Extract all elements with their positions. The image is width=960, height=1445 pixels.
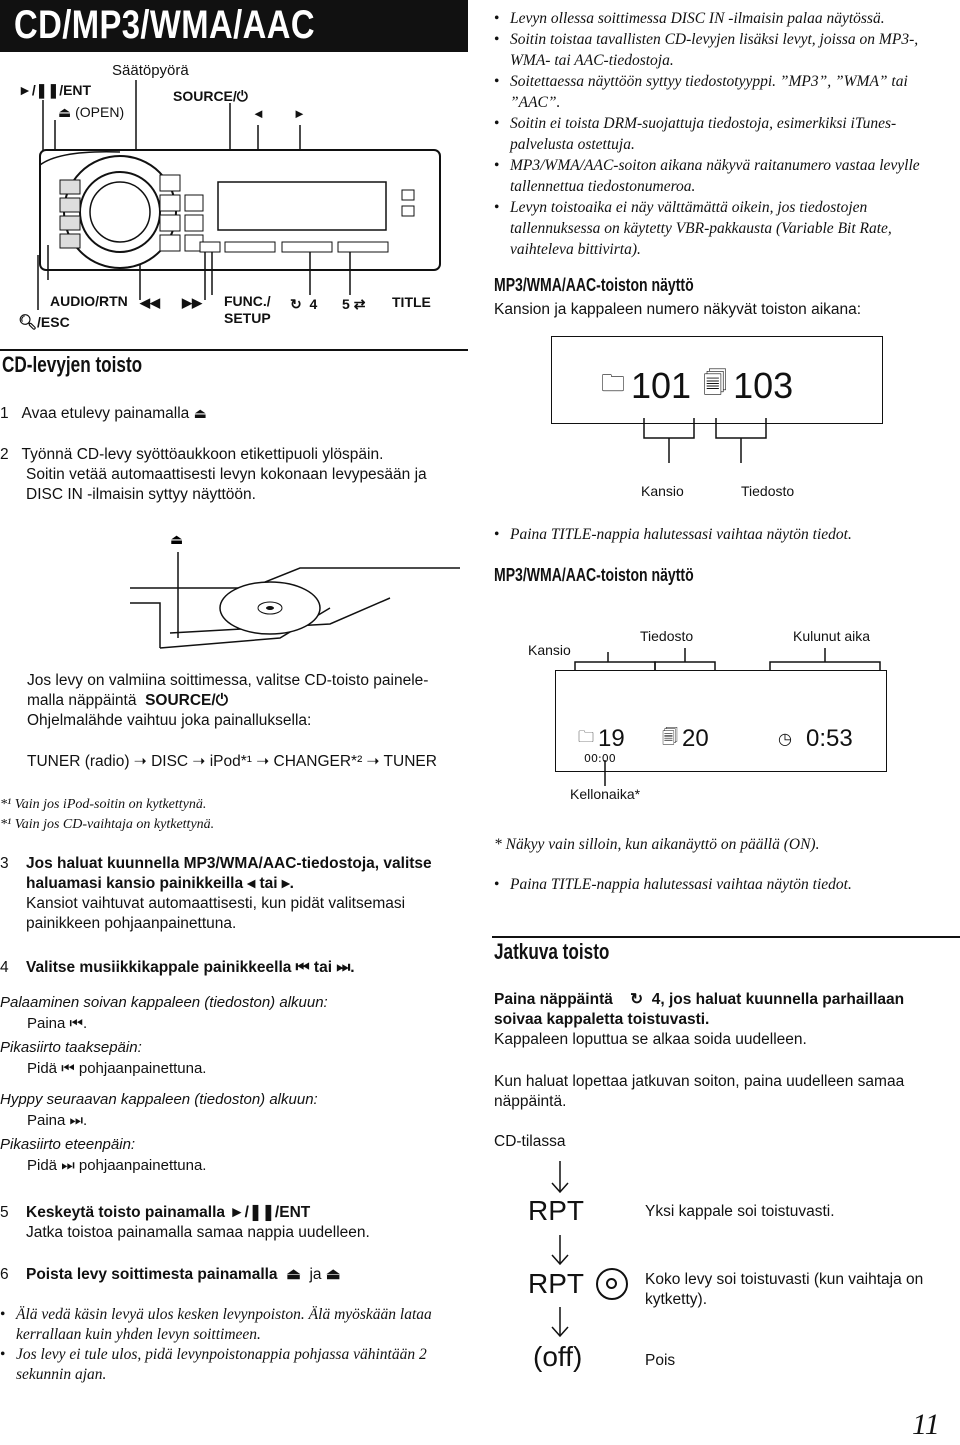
repeat-icon: ↻ [290, 296, 302, 312]
page-title: CD/MP3/WMA/AAC [14, 3, 315, 47]
step-4: 4 Valitse musiikkikappale painikkeella ⏮ tai ⏭. [0, 959, 355, 976]
folder-icon: 🗀︎ [578, 728, 595, 746]
source-paragraph: Jos levy on valmiina soittimessa, valitse CD-toisto painele- malla näppäintä SOURCE/⏻ Ohjelmalähde vaihtuu joka painalluksella: [27, 672, 429, 729]
right-bullets [494, 8, 954, 260]
source-label: SOURCE/⏻ [173, 88, 248, 104]
bullet-item: • MP3/WMA/AAC-soiton aikana näkyvä raitanumero vastaa levylle tallennettua tiedostonumeroa. [494, 155, 954, 197]
search-icon: 🔍︎ [18, 314, 38, 331]
section-rule-left [0, 349, 468, 351]
lcd2-label-elapsed: Kulunut aika [793, 628, 871, 644]
display-section-sub-1: Kansion ja kappaleen numero näkyvät toiston aikana: [494, 301, 862, 318]
display-section-title-2: MP3/WMA/AAC-toiston näyttö [494, 565, 694, 585]
repeat-instruction: Paina näppäintä ↻ 4, jos haluat kuunnella parhaillaan soivaa kappaletta toistuvasti. [494, 991, 905, 1028]
saato-label: Säätöpyörä [112, 62, 189, 79]
disc-insert-illustration [130, 528, 460, 658]
repeat-4-label: ↻ 4 [290, 296, 318, 312]
lcd2-label-file: Tiedosto [640, 628, 694, 644]
file-icon: 🗐︎ [703, 369, 728, 397]
right-arrow-label: ► [293, 106, 306, 121]
source-chain: TUNER (radio) ➝ DISC ➝ iPod*¹ ➝ CHANGER*² ➝ TUNER [27, 753, 437, 770]
prev-label: ◀◀ [140, 295, 160, 310]
next-label: ▶▶ [182, 295, 202, 310]
footnote-1: *¹ Vain jos iPod-soitin on kytkettynä. [0, 797, 207, 812]
bullet-item: • Jos levy ei tule ulos, pidä levynpoistonappia pohjassa vähintään 2 sekunnin ajan. [0, 1345, 470, 1385]
step-3: 3 Jos haluat kuunnella MP3/WMA/AAC-tiedostoja, valitse haluamasi kansio painikkeilla ◂ tai ▸. Kansiot vaihtuvat automaattisesti, kun pidät valitsemasi painikkeen pohjaanpainettuna. [0, 855, 432, 932]
repeat-icon: ↻ [630, 991, 644, 1008]
lcd-label-folder: Kansio [641, 483, 684, 499]
left-arrow-label: ◄ [252, 106, 265, 121]
lcd-display-1-brackets [640, 418, 770, 468]
file-icon: 🗐︎ [662, 728, 678, 746]
shuffle-icon: ⇄ [353, 296, 366, 312]
lcd2-file: 🗐︎ 20 [662, 725, 709, 752]
eject-icon: ⏏ [170, 531, 184, 547]
lcd2-time: ◷ 0:53 [778, 725, 853, 752]
clock-icon: ◷ [778, 731, 792, 748]
random-5-label: 5 ⇄ [342, 296, 366, 312]
footnote-2: *¹ Vain jos CD-vaihtaja on kytkettynä. [0, 817, 215, 832]
bullet-item: • Paina TITLE-nappia halutessasi vaihtaa näytön tiedot. [494, 525, 954, 545]
rpt-mode-2: RPT [528, 1268, 628, 1300]
rpt-mode-off-desc: Pois [645, 1352, 676, 1369]
lcd-folder-number: 101 [631, 365, 692, 406]
bullet-item: • Levyn toistoaika ei näy välttämättä oikein, jos tiedostojen tallennuksessa on käytetty VBR-pakkausta (Variable Bit Rate, vaihteleva bittivirta). [494, 197, 954, 260]
repeat-text-1: Kappaleen loputtua se alkaa soida uudelleen. [494, 1031, 807, 1048]
lcd-label-file: Tiedosto [741, 483, 795, 499]
bullet-item: • Levyn ollessa soittimessa DISC IN -ilmaisin palaa näytössä. [494, 8, 954, 29]
display-section-title-1: MP3/WMA/AAC-toiston näyttö [494, 275, 694, 295]
play-ent-label: ►/❚❚/ENT [18, 82, 92, 98]
esc-label: 🔍︎/ESC [18, 314, 70, 331]
lcd-file-number: 103 [733, 365, 794, 406]
rpt-mode-off: (off) [533, 1341, 583, 1372]
left-bullets [0, 1305, 470, 1385]
audio-rtn-label: AUDIO/RTN [50, 293, 128, 309]
step-2: 2 Työnnä CD-levy syöttöaukkoon etikettipuoli ylöspäin. Soitin vetää automaattisesti levyn kokonaan levypesään ja DISC IN -ilmaisin syttyy näyttöön. [0, 446, 427, 503]
display-note-2: * Näkyy vain silloin, kun aikanäyttö on päällä (ON). [494, 836, 820, 853]
lcd2-folder: 🗀︎ 19 [578, 725, 625, 752]
bullet-item: • Soitettaessa näyttöön syttyy tiedostotyyppi. ”MP3”, ”WMA” tai ”AAC”. [494, 71, 954, 113]
title-label: TITLE [392, 294, 431, 310]
bullet-item: • Soitin ei toista DRM-suojattuja tiedostoja, esimerkiksi iTunes-palvelusta ostettuja. [494, 113, 954, 155]
open-label: ⏏ (OPEN) [58, 104, 125, 120]
disc-icon [596, 1268, 628, 1300]
bullet-item: • Älä vedä käsin levyä ulos kesken levynpoiston. Älä myöskään lataa kerrallaan kuin yhden levyn soittimeen. [0, 1305, 470, 1345]
rpt-mode-1: RPT [528, 1195, 584, 1226]
section-title-cd: CD-levyjen toisto [2, 352, 143, 377]
lcd2-label-folder: Kansio [528, 642, 571, 658]
skip-instructions: Palaaminen soivan kappaleen (tiedoston) alkuun: Paina ⏮. Pikasiirto taaksepäin: Pidä ⏮ pohjaanpainettuna. Hyppy seuraavan kappaleen (tiedoston) alkuun: Paina ⏭. Pikasiirto eteenpäin: Pidä ⏭ pohjaanpainettuna. [0, 994, 328, 1174]
lcd-display-1-content [601, 365, 793, 407]
folder-icon: 🗀︎ [601, 369, 625, 397]
func-label: FUNC./ [224, 293, 271, 309]
page-number: 11 [912, 1408, 940, 1441]
section-title-repeat: Jatkuva toisto [494, 939, 610, 964]
setup-label: SETUP [224, 310, 271, 326]
cd-mode-label: CD-tilassa [494, 1133, 566, 1150]
display-note-3 [494, 875, 954, 895]
bullet-item: • Soitin toistaa tavallisten CD-levyjen lisäksi levyt, joissa on MP3-, WMA- tai AAC-tiedostoja. [494, 29, 954, 71]
open-icon: ⏏ [193, 405, 207, 421]
step-6: 6 Poista levy soittimesta painamalla ⏏ ja ⏏ [0, 1266, 341, 1283]
bullet-item: • Paina TITLE-nappia halutessasi vaihtaa näytön tiedot. [494, 875, 954, 895]
repeat-text-2: Kun haluat lopettaa jatkuvan soiton, paina uudelleen samaa näppäintä. [494, 1073, 905, 1110]
eject-icon: ⏏ [325, 1266, 341, 1283]
rpt-mode-2-desc: Koko levy soi toistuvasti (kun vaihtaja on kytketty). [645, 1271, 924, 1308]
section-rule-right [492, 936, 960, 938]
open-icon: ⏏ [58, 104, 72, 120]
display-note-1 [494, 525, 954, 545]
step-1: 1 Avaa etulevy painamalla ⏏ [0, 405, 207, 422]
open-icon: ⏏ [286, 1266, 301, 1283]
lcd2-clock: 00:00 [584, 752, 616, 765]
rpt-mode-1-desc: Yksi kappale soi toistuvasti. [645, 1203, 835, 1220]
head-unit-illustration [0, 70, 470, 320]
lcd2-label-clock: Kellonaika* [570, 786, 641, 802]
step-5: 5 Keskeytä toisto painamalla ►/❚❚/ENT Jatka toistoa painamalla samaa nappia uudelleen. [0, 1204, 370, 1241]
